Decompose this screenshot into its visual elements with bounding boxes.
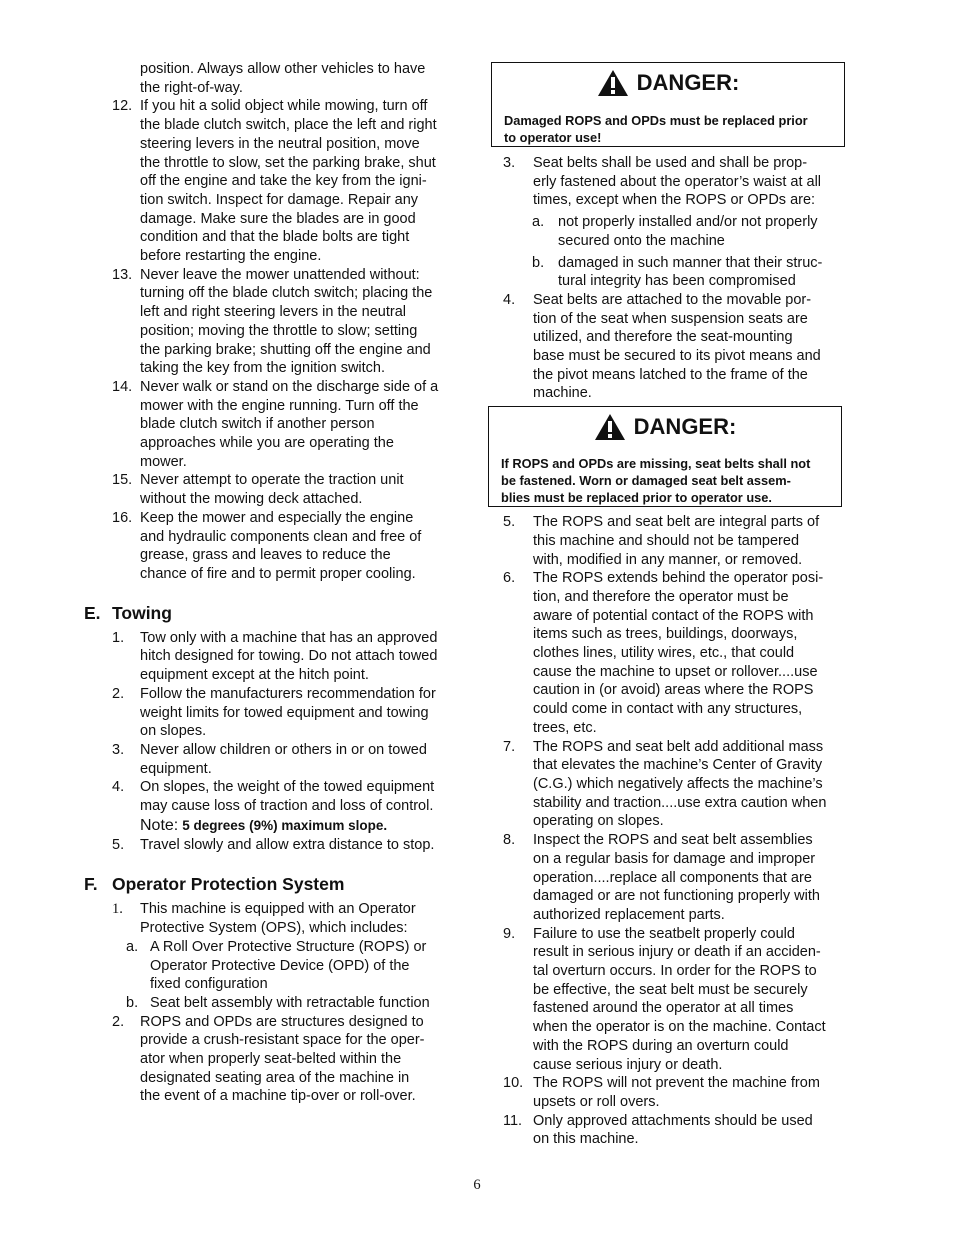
list-item-text-line: hitch designed for towing. Do not attach towed bbox=[140, 648, 438, 665]
list-item-number: b. bbox=[532, 254, 545, 271]
list-item-text-line: be effective, the seat belt must be securely bbox=[533, 981, 808, 998]
list-item-text-line: turning off the blade clutch switch; placing the bbox=[140, 285, 433, 302]
list-item-number: 10. bbox=[503, 1075, 524, 1092]
list-item-text-line: damaged in such manner that their struc- bbox=[558, 254, 823, 271]
list-item-text-line: off the engine and take the key from the igni- bbox=[140, 173, 427, 190]
list-item-text-line: position; moving the throttle to slow; setting bbox=[140, 322, 418, 339]
list-item-text-line: tion switch. Inspect for damage. Repair any bbox=[140, 191, 419, 208]
list-item-text-line: stability and traction....use extra caution when bbox=[533, 794, 827, 811]
list-item-text-line: left and right steering levers in the neutral bbox=[140, 304, 406, 321]
towing-list-item-5 bbox=[84, 836, 454, 855]
list-item-text-line: Keep the mower and especially the engine bbox=[140, 509, 414, 526]
safety-list-top bbox=[84, 97, 454, 583]
list-item-text-line: the pivot means latched to the frame of the bbox=[533, 366, 808, 383]
rops-list-bottom bbox=[490, 513, 846, 1149]
list-item-continuation: position. Always allow other vehicles to have the right-of-way. bbox=[140, 61, 426, 96]
list-item-number: 4. bbox=[112, 779, 125, 796]
danger-title: DANGER: bbox=[633, 414, 737, 440]
list-item bbox=[490, 925, 846, 1075]
list-item-text-line: ator when properly seat-belted within the bbox=[140, 1051, 402, 1068]
danger-text: If ROPS and OPDs are missing, seat belts shall not be fastened. Worn or damaged seat belt assem- blies must be replaced prior to operator use. bbox=[501, 456, 811, 506]
list-item-text-line: Tow only with a machine that has an approved bbox=[140, 629, 438, 646]
danger-box-2 bbox=[488, 406, 842, 507]
list-item-number: 2. bbox=[112, 1013, 125, 1030]
list-item-text-line: blade clutch switch if another person bbox=[140, 416, 375, 433]
list-item-text-line: steering levers in the neutral position, move bbox=[140, 135, 420, 152]
list-item-text-line: condition and that the blade bolts are tight bbox=[140, 229, 410, 246]
list-item-number: 5. bbox=[112, 836, 125, 853]
list-item bbox=[490, 513, 846, 569]
list-item-text-line: utilized, and therefore the seat-mounting bbox=[533, 329, 793, 346]
list-item-text-line: The ROPS extends behind the operator posi- bbox=[533, 570, 824, 587]
list-item-text-line: The ROPS and seat belt are integral parts of bbox=[533, 514, 820, 531]
list-item-text-line: authorized replacement parts. bbox=[533, 906, 725, 923]
list-item bbox=[84, 836, 454, 855]
list-item-text-line: operation....replace all components that are bbox=[533, 869, 812, 886]
list-item-text-line: equipment. bbox=[140, 760, 212, 777]
list-item-text-line: with the ROPS during an overturn could bbox=[533, 1037, 789, 1054]
list-item-number: 1. bbox=[112, 629, 125, 646]
danger-box-1 bbox=[491, 62, 845, 147]
right-column bbox=[490, 62, 846, 1149]
list-item-text-line: Protective System (OPS), which includes: bbox=[140, 920, 408, 937]
list-item-text-line: A Roll Over Protective Structure (ROPS) or bbox=[150, 938, 427, 955]
list-item-text-line: without the mowing deck attached. bbox=[140, 491, 363, 508]
list-item-number: 6. bbox=[503, 570, 516, 587]
list-item-text-line: times, except when the ROPS or OPDs are: bbox=[533, 192, 816, 209]
list-item-text-line: that elevates the machine’s Center of Gravity bbox=[533, 757, 823, 774]
list-item-text-line: this machine and should not be tampered bbox=[533, 532, 800, 549]
list-item-text-line: cause the machine to upset or rollover....use bbox=[533, 663, 818, 680]
list-item-number: 3. bbox=[112, 741, 125, 758]
list-item-text-line: aware of potential contact of the ROPS with bbox=[533, 607, 814, 624]
section-heading-operator-protection: F. Operator Protection System bbox=[84, 874, 345, 895]
list-item-text-line: damage. Make sure the blades are in good bbox=[140, 210, 416, 227]
towing-list bbox=[84, 629, 454, 816]
towing-note: Note: 5 degrees (9%) maximum slope. bbox=[140, 816, 388, 834]
list-item-text-line: trees, etc. bbox=[533, 719, 597, 736]
list-item-text-line: designated seating area of the machine in bbox=[140, 1069, 410, 1086]
danger-text: Damaged ROPS and OPDs must be replaced prior to operator use! bbox=[504, 113, 808, 145]
list-item bbox=[84, 1013, 454, 1107]
list-item-text-line: (C.G.) which negatively affects the machine’s bbox=[533, 775, 823, 792]
list-item-text-line: Inspect the ROPS and seat belt assemblies bbox=[533, 832, 813, 849]
list-item bbox=[84, 741, 454, 778]
list-item-text-line: This machine is equipped with an Operator bbox=[140, 901, 416, 918]
list-item-text-line: equipment except at the hitch point. bbox=[140, 667, 369, 684]
list-item bbox=[84, 97, 454, 265]
list-item bbox=[84, 378, 454, 472]
list-item-number: 7. bbox=[503, 738, 516, 755]
list-item-text-line: not properly installed and/or not properly bbox=[558, 214, 818, 231]
page-number: 6 bbox=[473, 1177, 481, 1193]
list-item-text-line: may cause loss of traction and loss of control. bbox=[140, 798, 434, 815]
list-item-text-line: machine. bbox=[533, 385, 592, 402]
list-item-number: a. bbox=[532, 214, 545, 231]
list-item-number: 2. bbox=[112, 685, 125, 702]
danger-title: DANGER: bbox=[636, 70, 740, 95]
list-item bbox=[490, 154, 846, 210]
list-item-number: 15. bbox=[112, 472, 133, 489]
list-item-text-line: with, modified in any manner, or removed. bbox=[533, 551, 803, 568]
ops-list bbox=[84, 900, 454, 1106]
list-item-text-line: on this machine. bbox=[533, 1131, 639, 1148]
list-item-number: b. bbox=[126, 994, 139, 1011]
list-item-text-line: Only approved attachments should be used bbox=[533, 1112, 813, 1129]
list-item bbox=[490, 1112, 846, 1149]
list-item bbox=[84, 471, 454, 508]
list-item-number: a. bbox=[126, 938, 139, 955]
list-item bbox=[84, 778, 454, 815]
list-item-text-line: fixed configuration bbox=[150, 976, 268, 993]
list-item-text-line: grease, grass and leaves to reduce the bbox=[140, 547, 391, 564]
list-item-text-line: the event of a machine tip-over or roll-over. bbox=[140, 1088, 416, 1105]
list-item-text-line: clothes lines, utility wires, etc., that could bbox=[533, 645, 795, 662]
list-item-text-line: Operator Protective Device (OPD) of the bbox=[150, 957, 410, 974]
list-item-text-line: base must be secured to its pivot means and bbox=[533, 348, 821, 365]
list-item-text-line: caution in (or avoid) areas where the ROPS bbox=[533, 682, 814, 699]
list-item-text-line: Never attempt to operate the traction unit bbox=[140, 472, 404, 489]
list-item-text-line: tal overturn occurs. In order for the ROPS to bbox=[533, 963, 817, 980]
list-item-number: 14. bbox=[112, 378, 133, 395]
list-item-text-line: On slopes, the weight of the towed equipment bbox=[140, 779, 435, 796]
list-item-text-line: tural integrity has been compromised bbox=[558, 273, 796, 290]
list-item-number: 4. bbox=[503, 291, 516, 308]
list-item-text-line: Seat belts are attached to the movable por- bbox=[533, 291, 812, 308]
list-item-text-line: mower with the engine running. Turn off the bbox=[140, 397, 419, 414]
list-item-text-line: The ROPS will not prevent the machine from bbox=[533, 1075, 820, 1092]
list-item-text-line: the parking brake; shutting off the engine and bbox=[140, 341, 431, 358]
list-item-text-line: when the operator is on the machine. Contact bbox=[533, 1019, 826, 1036]
list-item-text-line: If you hit a solid object while mowing, turn off bbox=[140, 98, 428, 115]
list-item-number: 5. bbox=[503, 514, 516, 531]
list-item-number: 3. bbox=[503, 155, 516, 171]
list-item-text-line: taking the key from the ignition switch. bbox=[140, 360, 386, 377]
list-item bbox=[490, 213, 846, 250]
list-item-text-line: Seat belt assembly with retractable function bbox=[150, 994, 430, 1011]
list-item-number: 16. bbox=[112, 509, 133, 526]
warning-triangle-icon bbox=[594, 413, 626, 441]
list-item-text-line: cause serious injury or death. bbox=[533, 1056, 723, 1073]
list-item-number: 13. bbox=[112, 266, 133, 283]
list-item-text-line: Travel slowly and allow extra distance to stop. bbox=[140, 836, 435, 853]
list-item bbox=[84, 900, 454, 937]
list-item bbox=[490, 569, 846, 737]
left-column bbox=[84, 60, 454, 1106]
list-item-text-line: tion of the seat when suspension seats are bbox=[533, 310, 808, 327]
list-item bbox=[490, 831, 846, 925]
list-item-text-line: tion, and therefore the operator must be bbox=[533, 588, 789, 605]
warning-triangle-icon bbox=[597, 69, 629, 97]
list-item-text-line: Follow the manufacturers recommendation for bbox=[140, 685, 436, 702]
list-item-text-line: mower. bbox=[140, 453, 187, 470]
list-item bbox=[84, 685, 454, 741]
list-item-text-line: items such as trees, buildings, doorways, bbox=[533, 626, 798, 643]
list-item bbox=[84, 509, 454, 584]
list-item-number: 1. bbox=[112, 901, 123, 918]
list-item-text-line: weight limits for towed equipment and towing bbox=[140, 704, 429, 721]
list-item-text-line: and hydraulic components clean and free of bbox=[140, 528, 422, 545]
list-item-number: 8. bbox=[503, 832, 516, 849]
list-item-text-line: fastened around the operator at all times bbox=[533, 1000, 794, 1017]
list-item-text-line: erly fastened about the operator’s waist at all bbox=[533, 173, 822, 190]
list-item-text-line: result in serious injury or death if an acciden- bbox=[533, 944, 821, 961]
list-item bbox=[490, 1074, 846, 1111]
list-item-text-line: approaches while you are operating the bbox=[140, 435, 394, 452]
list-item-text-line: damaged or are not functioning properly with bbox=[533, 888, 820, 905]
list-item bbox=[490, 254, 846, 291]
list-item-text-line: upsets or roll overs. bbox=[533, 1093, 660, 1110]
list-item-number: 9. bbox=[503, 925, 516, 942]
list-item-text-line: the throttle to slow, set the parking brake, shut bbox=[140, 154, 436, 171]
list-item-number: 11. bbox=[503, 1112, 523, 1129]
list-item-text-line: Never leave the mower unattended without: bbox=[140, 266, 420, 283]
section-heading-towing: E. Towing bbox=[84, 602, 172, 623]
list-item-text-line: ROPS and OPDs are structures designed to bbox=[140, 1013, 424, 1030]
list-item-text-line: Seat belts shall be used and shall be prop- bbox=[533, 155, 808, 171]
list-item-text-line: operating on slopes. bbox=[533, 813, 664, 830]
list-item-text-line: Never walk or stand on the discharge side of a bbox=[140, 378, 439, 395]
list-item-text-line: secured onto the machine bbox=[558, 232, 725, 249]
list-item bbox=[84, 938, 454, 994]
list-item-text-line: chance of fire and to permit proper cooling. bbox=[140, 565, 416, 582]
list-item bbox=[490, 291, 846, 403]
list-item bbox=[84, 266, 454, 378]
list-item bbox=[84, 629, 454, 685]
list-item bbox=[84, 994, 454, 1013]
list-item-text-line: Failure to use the seatbelt properly could bbox=[533, 925, 795, 942]
list-item-text-line: the blade clutch switch, place the left and right bbox=[140, 117, 437, 134]
list-item-text-line: before restarting the engine. bbox=[140, 248, 322, 265]
list-item-text-line: The ROPS and seat belt add additional mass bbox=[533, 738, 824, 755]
list-item-text-line: provide a crush-resistant space for the oper- bbox=[140, 1032, 425, 1049]
list-item-text-line: Never allow children or others in or on towed bbox=[140, 741, 427, 758]
list-item-text-line: on slopes. bbox=[140, 723, 207, 740]
list-item-text-line: on a regular basis for damage and improper bbox=[533, 850, 816, 867]
list-item bbox=[490, 738, 846, 832]
list-item-text-line: could come in contact with any structures, bbox=[533, 701, 803, 718]
list-item-number: 12. bbox=[112, 98, 133, 115]
